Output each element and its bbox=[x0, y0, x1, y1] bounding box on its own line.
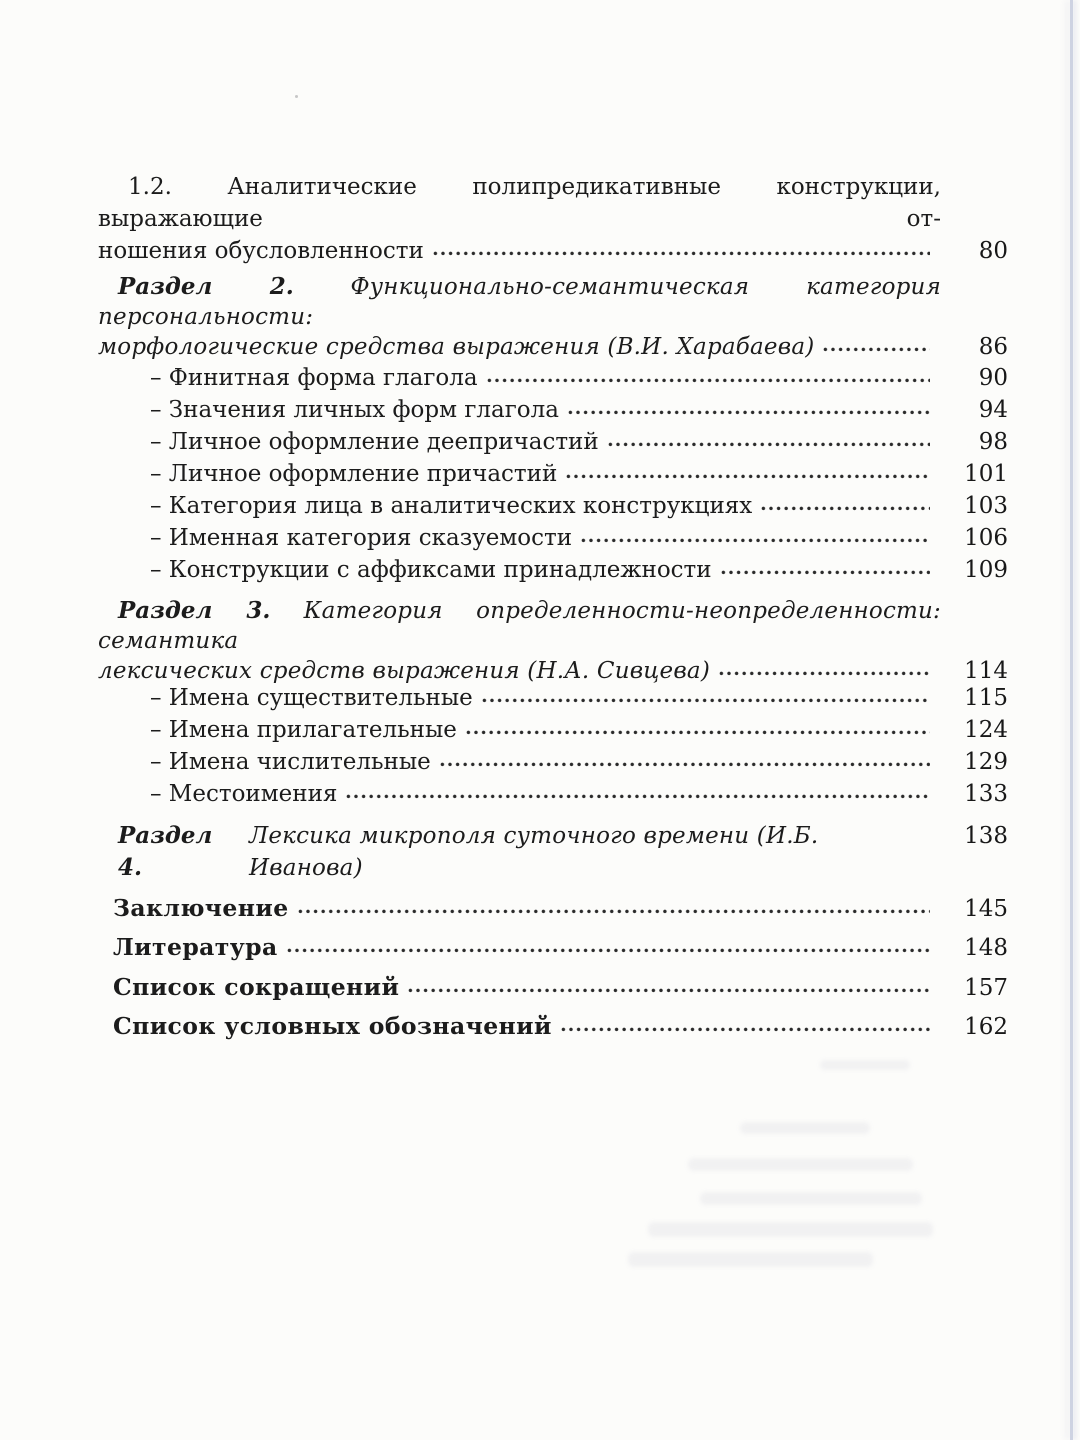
page-number: 94 bbox=[978, 397, 1008, 423]
toc-entry-1-2 bbox=[98, 171, 1008, 267]
dot-leader bbox=[719, 671, 930, 676]
page-number: 98 bbox=[978, 429, 1008, 455]
section-title-continued: лексических средств выражения (Н.А. Сивцева) bbox=[98, 658, 711, 684]
toc-item bbox=[98, 458, 1008, 490]
toc-section-3-heading bbox=[98, 596, 1008, 686]
page-number: 157 bbox=[964, 975, 1008, 1001]
section-number-label: Раздел 4. bbox=[118, 822, 213, 881]
dot-leader bbox=[346, 794, 930, 799]
back-matter-label: Список сокращений bbox=[113, 973, 400, 1001]
page-number: 114 bbox=[964, 658, 1008, 684]
toc-item-label: – Личное оформление причастий bbox=[150, 461, 558, 487]
page-number: 124 bbox=[964, 717, 1008, 743]
toc-item-label: – Имена существительные bbox=[150, 685, 473, 711]
dot-leader bbox=[433, 251, 930, 256]
toc-item bbox=[98, 554, 1008, 586]
toc-item bbox=[98, 362, 1008, 394]
toc-item-label: – Конструкции с аффиксами принадлежности bbox=[150, 557, 712, 583]
page-number: 145 bbox=[964, 896, 1008, 922]
toc-item-label: – Финитная форма глагола bbox=[150, 365, 478, 391]
dot-leader bbox=[487, 378, 930, 383]
page-number: 109 bbox=[964, 557, 1008, 583]
page-number: 133 bbox=[964, 781, 1008, 807]
toc-section-3-items bbox=[98, 682, 1008, 810]
dot-leader bbox=[482, 698, 930, 703]
section-title: Лексика микрополя суточного времени (И.Б. Иванова) bbox=[248, 823, 819, 881]
dot-leader bbox=[823, 347, 930, 352]
page-number: 162 bbox=[964, 1014, 1008, 1040]
toc-item-label: – Имена прилагательные bbox=[150, 717, 457, 743]
dot-leader bbox=[566, 474, 930, 479]
toc-item-label: – Личное оформление деепричастий bbox=[150, 429, 599, 455]
toc-back-item bbox=[98, 892, 1008, 925]
dot-leader bbox=[608, 442, 930, 447]
showthrough-mark bbox=[700, 1192, 922, 1205]
toc-item bbox=[98, 778, 1008, 810]
section-title: Функционально-семантическая категория персональности: bbox=[98, 274, 942, 330]
toc-item-label: – Категория лица в аналитических конструкциях bbox=[150, 493, 753, 519]
showthrough-mark bbox=[628, 1252, 873, 1267]
page-number: 115 bbox=[964, 685, 1008, 711]
toc-item bbox=[98, 746, 1008, 778]
toc-section-2-heading bbox=[98, 272, 1008, 362]
toc-back-item bbox=[98, 971, 1008, 1004]
toc-item-label: – Местоимения bbox=[150, 781, 338, 807]
page-number: 90 bbox=[978, 365, 1008, 391]
dot-leader bbox=[466, 730, 930, 735]
dot-leader bbox=[568, 410, 930, 415]
showthrough-mark bbox=[820, 1060, 910, 1070]
dot-leader bbox=[287, 948, 930, 953]
toc-entry-label: ношения обусловленности bbox=[98, 238, 424, 264]
toc-back-item bbox=[98, 931, 1008, 964]
page-number: 106 bbox=[964, 525, 1008, 551]
page-number: 101 bbox=[964, 461, 1008, 487]
toc-content bbox=[98, 171, 1008, 1043]
toc-item bbox=[98, 490, 1008, 522]
toc-item bbox=[98, 682, 1008, 714]
toc-item bbox=[98, 394, 1008, 426]
dot-leader bbox=[408, 988, 930, 993]
toc-item bbox=[98, 522, 1008, 554]
toc-section-2-line2 bbox=[98, 332, 1008, 362]
dot-leader bbox=[440, 762, 930, 767]
section-number-label: Раздел 2. bbox=[118, 273, 294, 300]
toc-section-2-items bbox=[98, 362, 1008, 586]
back-matter-label: Литература bbox=[113, 933, 278, 961]
toc-item-label: – Именная категория сказуемости bbox=[150, 525, 573, 551]
showthrough-mark bbox=[688, 1158, 913, 1171]
toc-back-item bbox=[98, 1010, 1008, 1043]
showthrough-mark bbox=[648, 1222, 933, 1237]
dot-leader bbox=[761, 506, 930, 511]
toc-section-2-line1 bbox=[98, 272, 941, 332]
toc-section-3-line1 bbox=[98, 596, 941, 656]
showthrough-mark bbox=[740, 1122, 870, 1134]
dot-leader bbox=[581, 538, 930, 543]
dot-leader bbox=[298, 909, 930, 914]
section-title: Категория определенности-неопределенности: семантика bbox=[98, 598, 942, 654]
dot-leader bbox=[561, 1027, 930, 1032]
page-number: 103 bbox=[964, 493, 1008, 519]
toc-back-matter bbox=[98, 892, 1008, 1043]
page-number: 86 bbox=[978, 334, 1008, 360]
toc-entry-1-2-line2 bbox=[98, 235, 1008, 267]
toc-item bbox=[98, 714, 1008, 746]
page-number: 80 bbox=[978, 238, 1008, 264]
section-number-label: Раздел 3. bbox=[118, 597, 271, 624]
page-edge-shadow bbox=[1070, 0, 1073, 1440]
dot-leader bbox=[721, 570, 930, 575]
toc-item bbox=[98, 426, 1008, 458]
toc-entry-1-2-line1: 1.2. Аналитические полипредикативные конструкции, выражающие от- bbox=[98, 174, 941, 232]
page-number: 138 bbox=[964, 823, 1008, 849]
page-number: 129 bbox=[964, 749, 1008, 775]
back-matter-label: Заключение bbox=[113, 894, 289, 922]
toc-section-4 bbox=[98, 820, 1008, 884]
toc-item-label: – Имена числительные bbox=[150, 749, 431, 775]
page-number: 148 bbox=[964, 935, 1008, 961]
back-matter-label: Список условных обозначений bbox=[113, 1012, 552, 1040]
toc-item-label: – Значения личных форм глагола bbox=[150, 397, 559, 423]
section-title-continued: морфологические средства выражения (В.И. Харабаева) bbox=[98, 334, 815, 360]
scan-speck bbox=[295, 95, 298, 98]
